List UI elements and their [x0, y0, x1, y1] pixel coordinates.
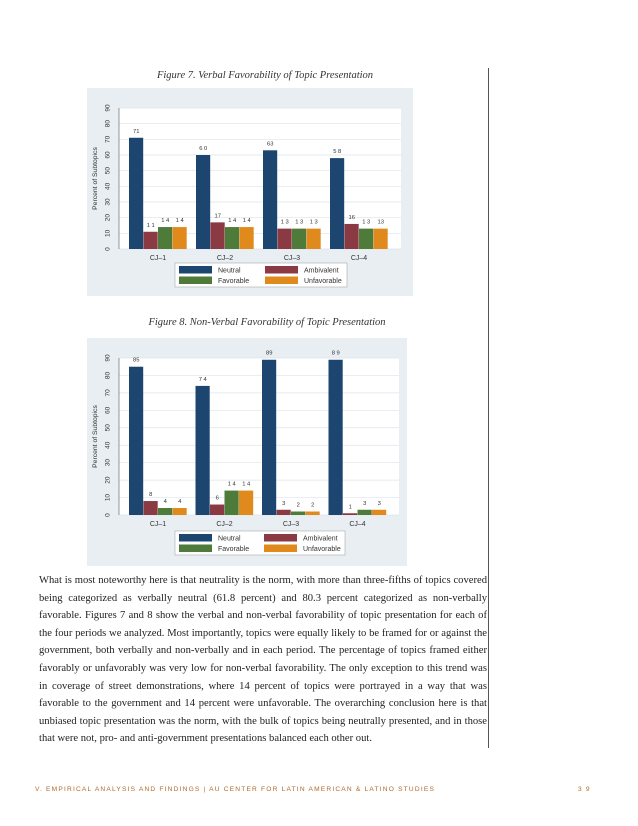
x-tick-label: CJ–2	[216, 521, 233, 528]
legend-swatch-favorable	[179, 545, 212, 553]
legend-label-neutral: Neutral	[218, 535, 241, 543]
legend-label-ambivalent: Ambivalent	[304, 267, 339, 275]
x-tick-label: CJ–1	[149, 521, 167, 528]
bar-favorable-3	[292, 229, 306, 249]
data-label: 7 4	[198, 376, 207, 383]
data-label: 1 3	[295, 219, 304, 226]
y-tick-label: 40	[104, 182, 112, 190]
legend-label-favorable: Favorable	[218, 546, 250, 553]
data-label: 63	[267, 141, 274, 148]
bar-favorable-1	[158, 227, 172, 249]
y-tick-label: 70	[104, 135, 112, 143]
data-label: 1 1	[146, 222, 155, 229]
figure-7-title: Figure 7. Verbal Favorability of Topic Presentation	[156, 70, 374, 81]
figure-8-panel	[87, 338, 407, 566]
bar-neutral-3	[263, 150, 277, 249]
footer-running-title: V. EMPIRICAL ANALYSIS AND FINDINGS | AU CENTER FOR LATIN AMERICAN & LATINO STUDIES	[35, 786, 436, 793]
data-label: 1 4	[242, 218, 251, 225]
plot-area	[119, 358, 399, 515]
x-tick-label: CJ–4	[350, 255, 368, 262]
data-label: 3	[363, 500, 367, 507]
x-tick-label: CJ–2	[216, 255, 234, 262]
figure-7-panel	[87, 88, 413, 296]
legend-label-unfavorable: Unfavorable	[303, 546, 341, 553]
bar-ambivalent-2	[211, 222, 225, 249]
y-axis-label: Percent of Subtopics	[92, 405, 99, 468]
bar-ambivalent-3	[278, 229, 292, 249]
y-tick-label: 0	[104, 513, 112, 517]
legend-swatch-favorable	[179, 277, 212, 285]
bar-neutral-4	[330, 158, 344, 249]
data-label: 3	[377, 500, 381, 507]
y-tick-label: 90	[104, 104, 112, 112]
bar-neutral-3	[262, 360, 276, 515]
x-tick-label: CJ–3	[283, 255, 301, 262]
x-tick-label: CJ–1	[149, 255, 167, 262]
legend-swatch-unfavorable	[264, 545, 297, 553]
data-label: 4	[178, 499, 182, 506]
bar-favorable-2	[225, 491, 239, 515]
legend-label-ambivalent: Ambivalent	[303, 535, 338, 543]
data-label: 17	[214, 213, 221, 220]
data-label: 1	[348, 504, 352, 511]
bar-neutral-2	[196, 155, 210, 249]
bar-ambivalent-1	[144, 232, 158, 249]
data-label: 6 0	[199, 146, 208, 152]
bar-neutral-2	[196, 386, 210, 515]
data-label: 13	[377, 219, 384, 226]
y-tick-label: 40	[104, 441, 112, 449]
data-label: 1 4	[175, 218, 184, 225]
y-tick-label: 20	[104, 214, 112, 222]
bar-neutral-1	[129, 138, 143, 249]
bar-ambivalent-1	[144, 501, 158, 515]
y-tick-label: 50	[104, 424, 112, 432]
data-label: 3	[282, 500, 286, 507]
bar-favorable-3	[291, 512, 305, 515]
bar-ambivalent-4	[345, 224, 359, 249]
data-label: 5 8	[333, 149, 342, 156]
y-tick-label: 20	[104, 476, 112, 484]
y-tick-label: 60	[104, 151, 112, 159]
data-label: 8 9	[331, 350, 340, 357]
data-label: 71	[133, 128, 140, 135]
bar-unfavorable-1	[173, 227, 187, 249]
y-tick-label: 10	[104, 493, 112, 502]
data-label: 1 4	[228, 218, 237, 225]
bar-ambivalent-2	[210, 505, 224, 515]
data-label: 1 4	[242, 481, 251, 488]
bar-unfavorable-2	[240, 227, 254, 249]
data-label: 8	[149, 492, 153, 499]
figure-7-chart	[87, 88, 413, 296]
data-label: 2	[296, 502, 300, 509]
legend-swatch-neutral	[179, 266, 212, 274]
y-tick-label: 10	[104, 229, 112, 237]
body-paragraph: What is most noteworthy here is that neutrality is the norm, with more than three-fifths of topics covered being categorized as verbally neutral (61.8 percent) and 80.3 percent categorized as non-verbally favorable. Figures 7 and 8 show the verbal and non-verbal favorability of topic presentation for each of the four periods we analyzed. Most importantly, topics were equally likely to be framed for or against the government, both verbally and non-verbally and in each period. The percentage of topics framed either favorably or unfavorably was very low for non-verbal favorability. The only exception to this trend was in coverage of street demonstrations, where 14 percent of topics were portrayed in a way that was favorable to the government and 14 percent were unfavorable. The overarching conclusion here is that unbiased topic presentation was the norm, with the bulk of topics being neutrally presented, and in those that were not, pro- and anti-government presentations balanced each other out.	[39, 575, 487, 745]
y-tick-label: 90	[104, 354, 112, 362]
data-label: 89	[266, 350, 273, 357]
y-tick-label: 70	[104, 389, 112, 397]
figure-8-chart	[87, 338, 407, 566]
data-label: 1 3	[362, 219, 371, 226]
data-label: 1 3	[309, 219, 318, 226]
data-label: 1 3	[280, 219, 289, 226]
page-number: 3 9	[578, 786, 591, 793]
legend-swatch-ambivalent	[264, 534, 297, 542]
data-label: 16	[348, 214, 355, 221]
bar-neutral-4	[329, 360, 343, 515]
data-label: 1 4	[227, 481, 236, 488]
legend-swatch-unfavorable	[265, 277, 298, 285]
bar-neutral-1	[129, 367, 143, 515]
data-label: 2	[311, 502, 315, 509]
bar-unfavorable-3	[306, 512, 320, 515]
bar-favorable-2	[225, 227, 239, 249]
bar-unfavorable-3	[307, 229, 321, 249]
x-tick-label: CJ–4	[349, 521, 366, 528]
legend-swatch-ambivalent	[265, 266, 298, 274]
bar-unfavorable-4	[372, 510, 386, 515]
y-axis-label: Percent of Subtopics	[92, 147, 99, 210]
y-tick-label: 30	[104, 459, 112, 467]
bar-favorable-1	[158, 508, 172, 515]
bar-ambivalent-3	[277, 510, 291, 515]
y-tick-label: 60	[104, 406, 112, 414]
bar-ambivalent-4	[343, 513, 357, 515]
bar-favorable-4	[359, 229, 373, 249]
y-tick-label: 80	[104, 371, 112, 380]
data-label: 6	[215, 495, 219, 502]
y-tick-label: 80	[104, 120, 112, 128]
y-tick-label: 30	[104, 198, 112, 206]
legend-label-favorable: Favorable	[218, 278, 250, 285]
column-divider	[488, 68, 489, 748]
data-label: 85	[133, 357, 140, 364]
bar-unfavorable-4	[374, 229, 388, 249]
x-tick-label: CJ–3	[282, 521, 300, 528]
data-label: 4	[163, 499, 167, 506]
bar-unfavorable-1	[173, 508, 187, 515]
legend-swatch-neutral	[179, 534, 212, 542]
legend-label-neutral: Neutral	[218, 267, 241, 275]
data-label: 1 4	[161, 218, 170, 225]
figure-8-title: Figure 8. Non-Verbal Favorability of Topic Presentation	[148, 317, 386, 328]
y-tick-label: 0	[104, 247, 112, 251]
y-tick-label: 50	[104, 167, 112, 175]
bar-favorable-4	[358, 510, 372, 515]
bar-unfavorable-2	[239, 491, 253, 515]
legend-label-unfavorable: Unfavorable	[304, 278, 342, 285]
